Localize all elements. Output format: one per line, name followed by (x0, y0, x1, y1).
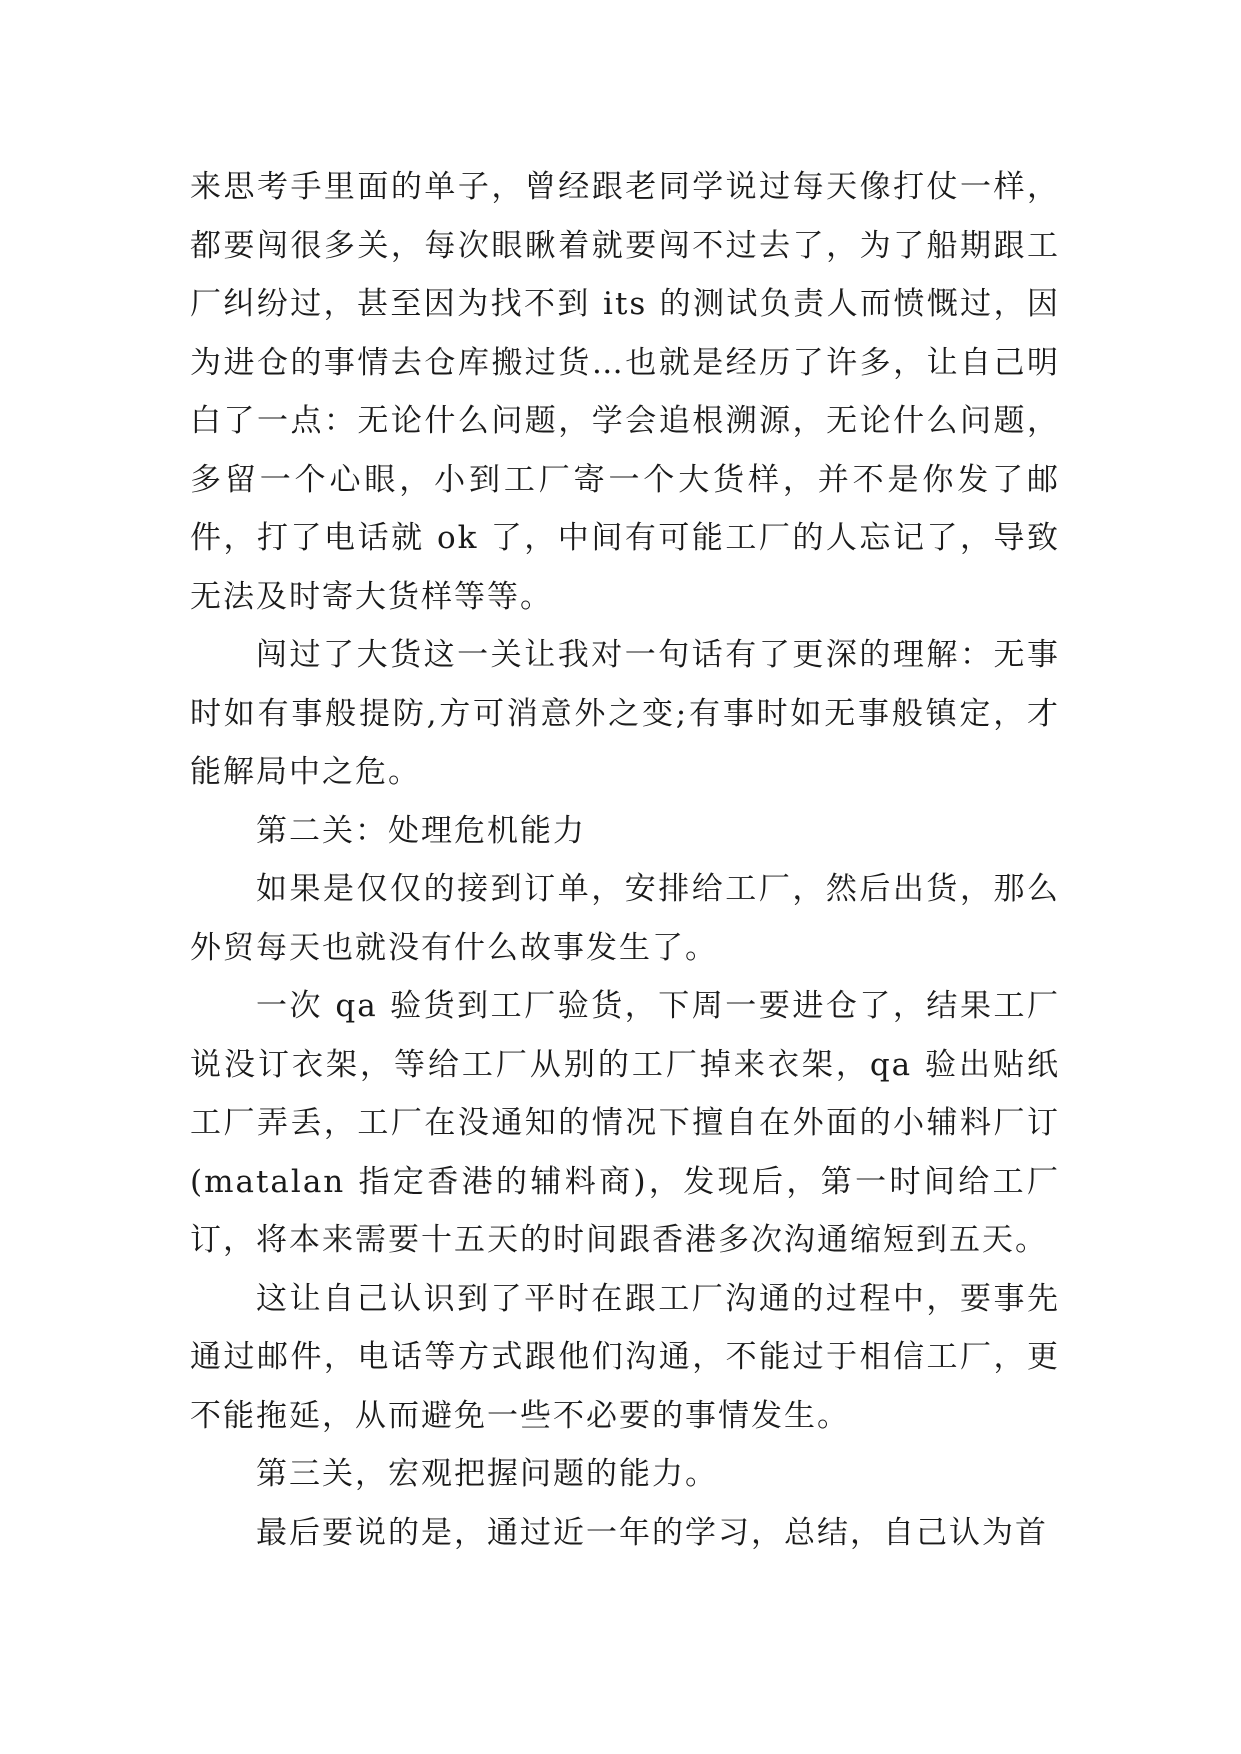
section-heading-3: 第三关，宏观把握问题的能力。 (256, 1456, 718, 1492)
paragraph-6: 最后要说的是，通过近一年的学习，总结，自己认为首 (256, 1514, 1048, 1551)
paragraph-3: 如果是仅仅的接到订单，安排给工厂，然后出货，那么外贸每天也就没有什么故事发生了。 (190, 871, 1060, 966)
document-body (190, 158, 1060, 1562)
paragraph-1: 来思考手里面的单子，曾经跟老同学说过每天像打仗一样，都要闯很多关，每次眼瞅着就要闯不过去了，为了船期跟工厂纠纷过，甚至因为找不到 its 的测试负责人而愤慨过，因为进仓的事情去仓库搬过货…也就是经历了许多，让自己明白了一点：无论什么问题，学会追根溯源，无论什么问题，多留一个心眼，小到工厂寄一个大货样，并不是你发了邮件，打了电话就 ok 了，中间有可能工厂的人忘记了，导致无法及时寄大货样等等。 (190, 169, 1060, 615)
section-heading-2: 第二关：处理危机能力 (256, 812, 586, 849)
paragraph-2: 闯过了大货这一关让我对一句话有了更深的理解：无事时如有事般提防,方可消意外之变;有事时如无事般镇定，才能解局中之危。 (190, 637, 1060, 790)
paragraph-4: 一次 qa 验货到工厂验货，下周一要进仓了，结果工厂说没订衣架，等给工厂从别的工厂掉来衣架，qa 验出贴纸工厂弄丢，工厂在没通知的情况下擅自在外面的小辅料厂订(matalan 指定香港的辅料商)，发现后，第一时间给工厂订，将本来需要十五天的时间跟香港多次沟通缩短到五天。 (190, 988, 1060, 1258)
paragraph-5: 这让自己认识到了平时在跟工厂沟通的过程中，要事先通过邮件，电话等方式跟他们沟通，不能过于相信工厂，更不能拖延，从而避免一些不必要的事情发生。 (190, 1280, 1060, 1434)
